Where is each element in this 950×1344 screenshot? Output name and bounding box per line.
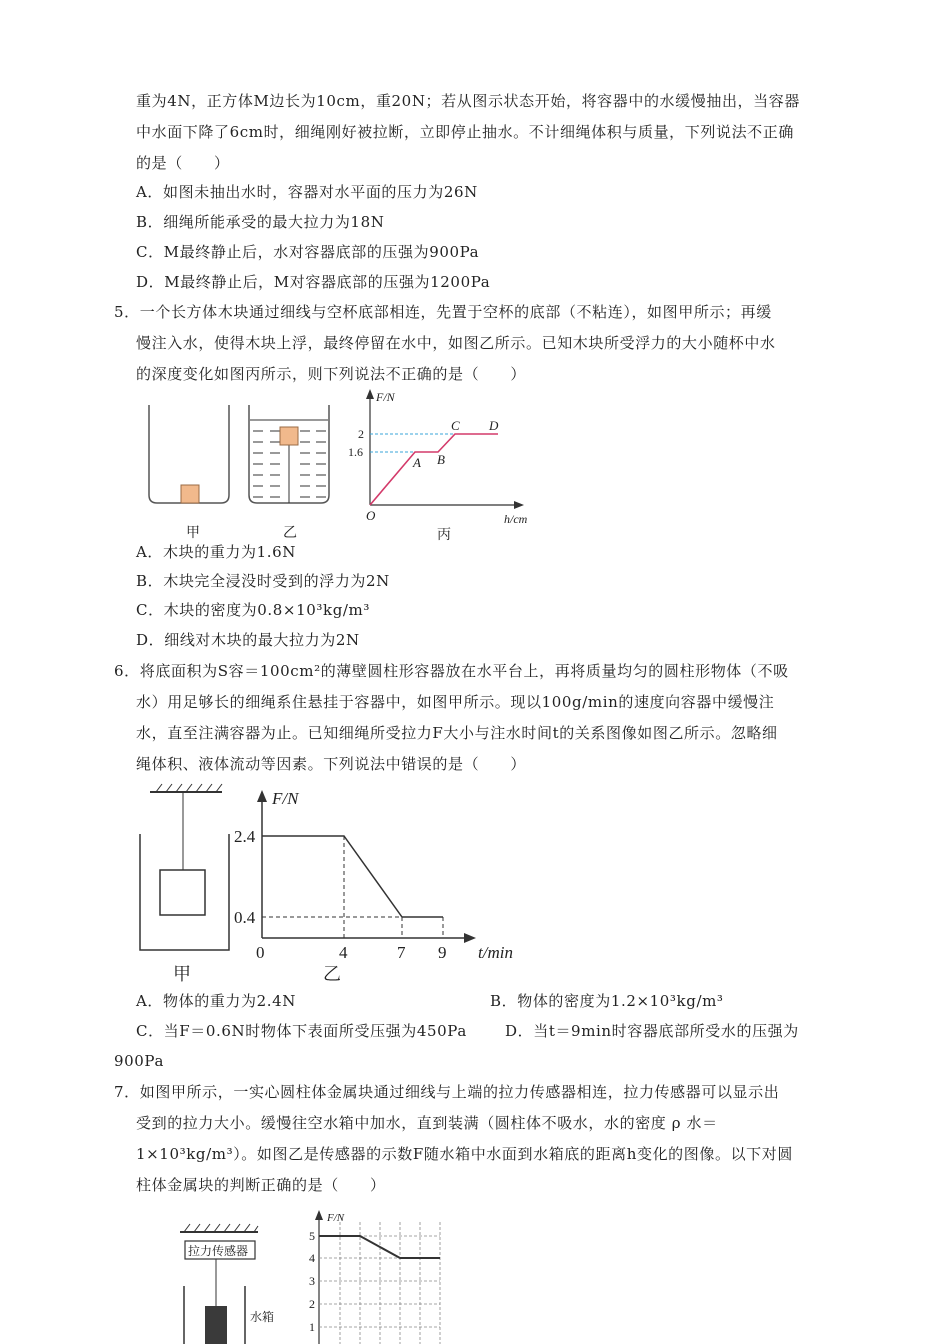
y-axis-label: F/N <box>327 1212 345 1224</box>
q5-option-a: A．木块的重力为1.6N <box>136 543 297 561</box>
tick-1: 1 <box>309 1320 315 1334</box>
tick-5: 5 <box>309 1229 315 1243</box>
q7-text-line-2: 受到的拉力大小。缓慢往空水箱中加水，直到装满（圆柱体不吸水，水的密度 ρ 水＝ <box>136 1114 718 1132</box>
x-axis-arrow <box>514 501 524 509</box>
q4-option-d: D．M最终静止后，M对容器底部的压强为1200Pa <box>136 273 491 291</box>
label-yi: 乙 <box>283 525 297 541</box>
q6-text-line-4: 绳体积、液体流动等因素。下列说法中错误的是（ ） <box>136 755 527 773</box>
x-axis-label: t/min <box>478 943 513 962</box>
q6-option-b: B．物体的密度为1.2×10³kg/m³ <box>490 992 724 1010</box>
graph-yi <box>234 789 513 985</box>
y-axis-label: F/N <box>272 789 299 808</box>
tick-1.6: 1.6 <box>348 445 363 459</box>
tension-curve <box>262 836 443 917</box>
q7-figure <box>170 1200 470 1344</box>
q6-option-d: D．当t＝9min时容器底部所受水的压强为 <box>505 1022 799 1040</box>
q4-option-c: C．M最终静止后，水对容器底部的压强为900Pa <box>136 243 480 261</box>
label-jia: 甲 <box>173 964 191 985</box>
x-axis-label: h/cm <box>504 512 528 526</box>
tick-2.4: 2.4 <box>234 827 256 846</box>
tick-2: 2 <box>309 1297 315 1311</box>
cylinder-object <box>160 870 205 915</box>
q5-option-b: B．木块完全浸没时受到的浮力为2N <box>136 572 390 590</box>
y-axis-arrow <box>315 1210 323 1220</box>
q6-text-line-2: 水）用足够长的细绳系住悬挂于容器中，如图甲所示。现以100g/min的速度向容器中缓慢注 <box>136 693 775 711</box>
point-a: A <box>413 455 421 470</box>
tick-7: 7 <box>397 943 406 962</box>
x-axis-arrow <box>464 933 476 943</box>
q4-text-line-3: 的是（ ） <box>136 154 230 172</box>
q7-text-line-3: 1×10³kg/m³）。如图乙是传感器的示数F随水箱中水面到水箱底的距离h变化的图像。以下对圆 <box>136 1145 793 1163</box>
y-axis-arrow <box>257 790 267 802</box>
q5-text-line-3: 的深度变化如图丙所示，则下列说法不正确的是（ ） <box>136 365 527 383</box>
q7-text-line-4: 柱体金属块的判断正确的是（ ） <box>136 1176 386 1194</box>
buoyancy-curve <box>370 434 498 505</box>
point-d: D <box>489 418 499 433</box>
tick-4: 4 <box>339 943 348 962</box>
tick-0: 0 <box>256 943 265 962</box>
y-axis-arrow <box>366 389 374 399</box>
wood-block-jia <box>181 485 199 503</box>
q5-text-line-1: 5．一个长方体木块通过细线与空杯底部相连，先置于空杯的底部（不粘连），如图甲所示；再缓 <box>114 303 772 321</box>
tank-label: 水箱 <box>250 1310 275 1324</box>
sensor-label: 拉力传感器 <box>188 1244 249 1258</box>
metal-cylinder <box>205 1306 227 1344</box>
graph-yi <box>309 1210 440 1344</box>
tick-4: 4 <box>309 1251 315 1265</box>
q6-option-c: C．当F＝0.6N时物体下表面所受压强为450Pa <box>136 1022 467 1040</box>
q6-option-d-cont: 900Pa <box>114 1052 164 1070</box>
q6-option-a: A．物体的重力为2.4N <box>136 992 297 1010</box>
label-bing: 丙 <box>437 527 451 543</box>
tick-9: 9 <box>438 943 447 962</box>
q6-figure <box>130 780 550 990</box>
label-jia: 甲 <box>186 525 200 541</box>
q4-option-b: B．细绳所能承受的最大拉力为18N <box>136 213 385 231</box>
tick-2: 2 <box>358 427 364 441</box>
q5-option-d: D．细线对木块的最大拉力为2N <box>136 631 360 649</box>
q6-text-line-3: 水，直至注满容器为止。已知细绳所受拉力F大小与注水时间t的关系图像如图乙所示。忽略细 <box>136 724 778 742</box>
sensor-curve <box>319 1236 440 1258</box>
q4-text-line-1: 重为4N，正方体M边长为10cm，重20N；若从图示状态开始，将容器中的水缓慢抽出，当容器 <box>136 92 800 110</box>
point-c: C <box>451 418 460 433</box>
q5-figure <box>140 385 550 545</box>
point-b: B <box>437 452 445 467</box>
q7-text-line-1: 7．如图甲所示，一实心圆柱体金属块通过细线与上端的拉力传感器相连，拉力传感器可以显示出 <box>114 1083 780 1101</box>
graph-bing <box>348 389 528 543</box>
q5-text-line-2: 慢注入水，使得木块上浮，最终停留在水中，如图乙所示。已知木块所受浮力的大小随杯中水 <box>136 334 776 352</box>
q4-option-a: A．如图未抽出水时，容器对水平面的压力为26N <box>136 183 478 201</box>
q4-text-line-2: 中水面下降了6cm时，细绳刚好被拉断，立即停止抽水。不计细绳体积与质量，下列说法不正确 <box>136 123 794 141</box>
y-axis-label: F/N <box>376 390 395 404</box>
tick-0.4: 0.4 <box>234 908 256 927</box>
wood-block-yi <box>280 427 298 445</box>
q5-option-c: C．木块的密度为0.8×10³kg/m³ <box>136 601 370 619</box>
label-yi: 乙 <box>323 964 341 985</box>
origin-label: O <box>366 508 376 523</box>
tick-3: 3 <box>309 1274 315 1288</box>
q6-text-line-1: 6．将底面积为S容＝100cm²的薄壁圆柱形容器放在水平台上，再将质量均匀的圆柱形物体（不吸 <box>114 662 789 680</box>
